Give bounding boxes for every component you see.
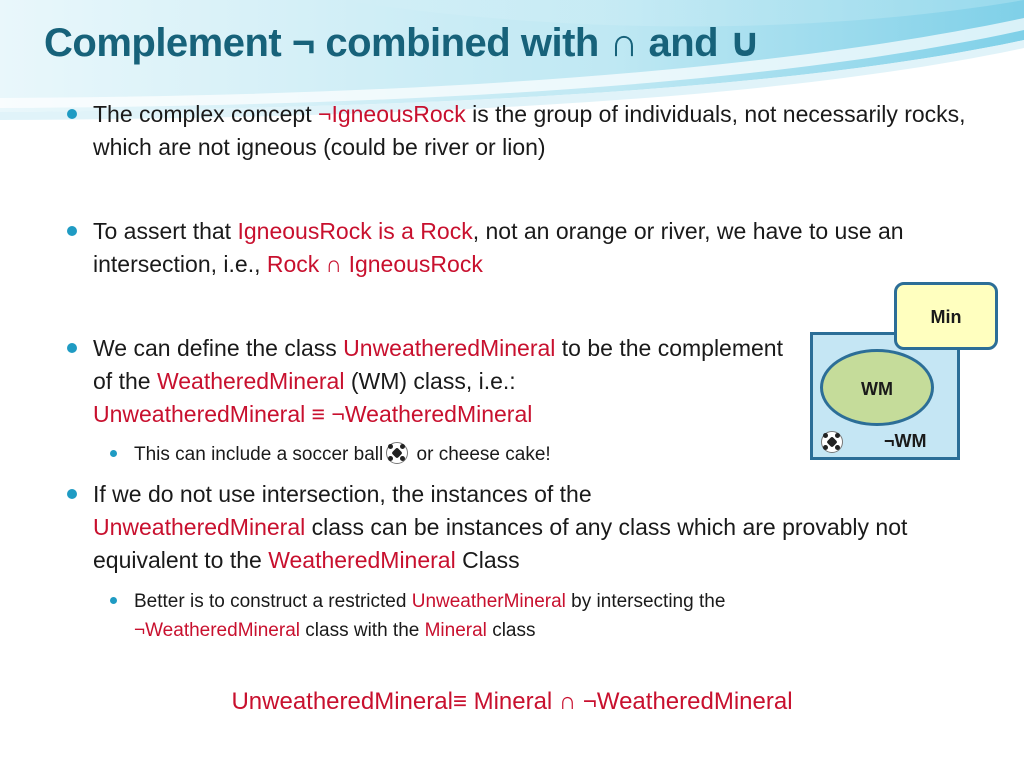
soccer-ball-icon: [821, 431, 843, 453]
bullet-3-text-2: to be the complement of the: [93, 335, 783, 394]
bullet-4-sub-text-4: class: [486, 620, 536, 641]
bullet-4-text: If we do not use intersection, the instances of the: [93, 481, 592, 507]
sub-bullet-dot: [110, 597, 117, 604]
bullet-4-text-2: class can be instances of any class which are provably not equivalent to the: [93, 514, 908, 573]
bullet-3-sub-text-2: or cheese cake!: [411, 444, 551, 465]
bullet-3-text: We can define the class: [93, 335, 344, 361]
bullet-4-text-3: Class: [455, 547, 520, 573]
sub-bullet-dot: [110, 450, 117, 457]
bullet-dot: [67, 226, 77, 236]
bullet-2-highlight: IgneousRock is a Rock: [237, 218, 473, 244]
wm-label: WM: [861, 379, 893, 399]
bullet-2-text-2: , not an orange or river, we have to use an intersection, i.e.,: [93, 218, 904, 277]
bullet-1: [93, 98, 983, 164]
wm-ellipse: [820, 349, 934, 426]
bullet-4-sub-text-2: by intersecting the: [565, 591, 726, 612]
bullet-dot: [67, 489, 77, 499]
not-wm-label: ¬WM: [884, 431, 927, 451]
bullet-1-text-2: is the group of individuals, not necessarily rocks, which are not igneous (could be river or lion): [93, 101, 966, 160]
bullet-2-text: To assert that: [93, 218, 238, 244]
bullet-2-formula: Rock ∩ IgneousRock: [266, 251, 483, 277]
slide-title: Complement ¬ combined with ∩ and ∪: [44, 21, 761, 65]
bullet-4: [93, 478, 983, 577]
mineral-box: [894, 282, 998, 350]
soccer-ball-icon: [386, 442, 408, 464]
bullet-dot: [67, 109, 77, 119]
bullet-4-class-2: WeatheredMineral: [268, 547, 456, 573]
min-label: Min: [930, 307, 962, 327]
bullet-4-sub-class-3: Mineral: [424, 620, 487, 641]
bullet-4-sub: [134, 587, 994, 645]
bullet-3-definition: UnweatheredMineral ≡ ¬WeatheredMineral: [93, 401, 533, 427]
bullet-1-text: The complex concept: [93, 101, 319, 127]
bullet-4-sub-text: Better is to construct a restricted: [134, 591, 412, 612]
bullet-4-sub-class: UnweatherMineral: [411, 591, 566, 612]
bullet-4-sub-class-2: ¬WeatheredMineral: [134, 620, 300, 641]
bullet-3-text-3: (WM) class, i.e.:: [344, 368, 516, 394]
bullet-dot: [67, 343, 77, 353]
bullet-4-sub-text-3: class with the: [300, 620, 425, 641]
bullet-3-sub-text: This can include a soccer ball: [134, 444, 384, 465]
bullet-1-concept: ¬IgneousRock: [318, 101, 466, 127]
bullet-3-sub: [134, 440, 794, 469]
formula: UnweatheredMineral≡ Mineral ∩ ¬WeatheredMineral: [231, 688, 793, 715]
bullet-3-class: UnweatheredMineral: [343, 335, 556, 361]
bullet-3: [93, 332, 805, 431]
bullet-4-class: UnweatheredMineral: [93, 514, 306, 540]
bullet-2: [93, 215, 973, 281]
bullet-3-class-2: WeatheredMineral: [156, 368, 345, 394]
